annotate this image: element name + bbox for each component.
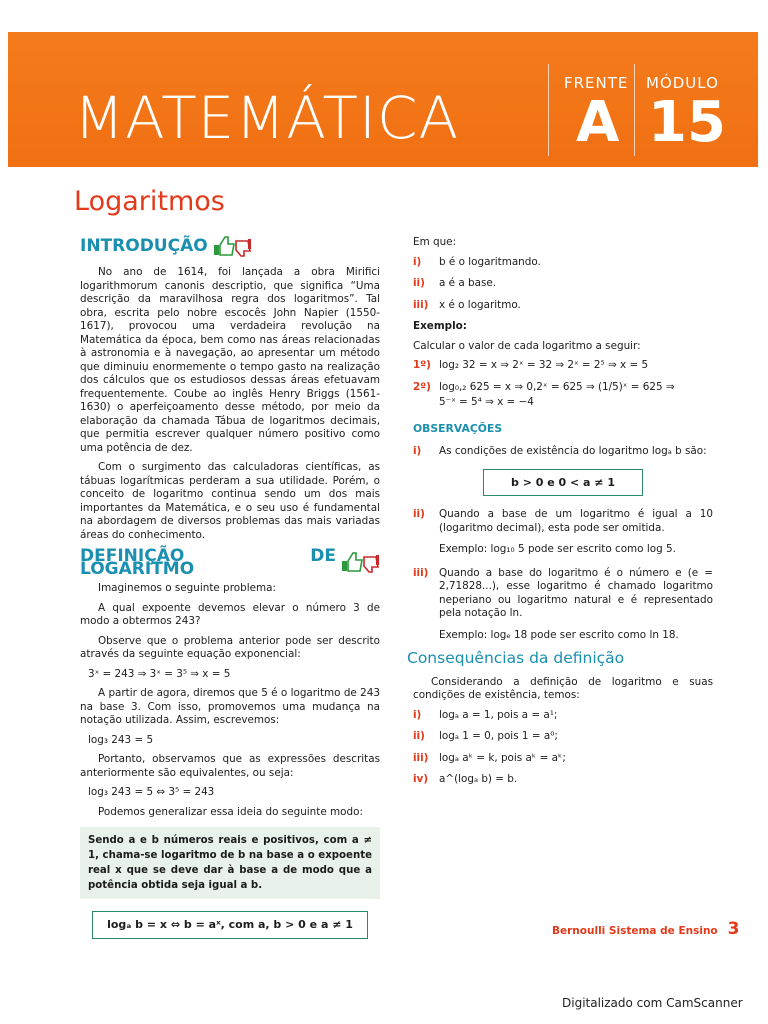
item-key: iii): [413, 298, 429, 311]
obs-text: Quando a base do logaritmo é o número e (e = 2,71828...), esse logaritmo é chamado logaritmo neperiano ou logaritmo natural e é representado pela notação ln.: [439, 566, 713, 619]
obs-text: As condições de existência do logaritmo logₐ b são:: [439, 445, 707, 457]
intro-paragraph-2: Com o surgimento das calculadoras científicas, as tábuas logarítmicas perderam a sua utilidade. Porém, o conceito de logaritmo continua sendo um dos mais importantes da Matemática, e o seu uso é fundamental na abordagem de diversos problemas das mais variadas áreas do conhecimento.: [80, 461, 380, 541]
intro-paragraph-1: No ano de 1614, foi lançada a obra Mirifici logarithmorum canonis descriptio, que significa “Uma descrição da maravilhosa regra dos logaritmos”. Tal obra, escrita pelo nobre escocês John Napier (1550-1617), provocou uma verdadeira revolução na Matemática da época, bem como nas áreas relacionadas à astronomia e à navegação, ao apresentar um método que diminuiu enormemente o tempo gasto na realização dos cálculos que os estudiosos dessas áreas efetuavam frequentemente. Coube ao inglês Henry Briggs (1561-1630) o aperfeiçoamento desse método, por meio da elaboração da chamada Tábua de logaritmos decimais, que permitia escrever qualquer número positivo como uma potência de dez.: [80, 266, 380, 454]
example-text: log₂ 32 = x ⇒ 2ˣ = 32 ⇒ 2ˣ = 2⁵ ⇒ x = 5: [439, 359, 649, 371]
intro-heading-text: INTRODUÇÃO: [80, 236, 208, 257]
item-key: ii): [413, 277, 425, 289]
list-item: [413, 299, 713, 313]
consequencias-text: Considerando a definição de logaritmo e suas condições de existência, temos:: [413, 675, 713, 701]
example-2: [413, 381, 713, 395]
item-key: i): [413, 255, 422, 268]
right-column: [407, 236, 713, 795]
equation-2: log₃ 243 = 5: [88, 733, 154, 746]
def-paragraph-1: Imaginemos o seguinte problema:: [98, 582, 276, 594]
frente-label: FRENTE: [564, 74, 629, 92]
list-item: [413, 277, 713, 291]
scanner-watermark: Digitalizado com CamScanner: [562, 996, 743, 1010]
obs-heading: OBSERVAÇÕES: [413, 421, 503, 435]
cons-text: logₐ 1 = 0, pois 1 = a⁰;: [439, 730, 558, 742]
consequence-item: [413, 730, 713, 744]
cons-text: logₐ aᵏ = k, pois aᵏ = aᵏ;: [439, 751, 566, 764]
obs-3-example: Exemplo: logₑ 18 pode ser escrito como ln 18.: [439, 628, 679, 641]
cons-key: iv): [413, 773, 429, 785]
obs-text: Quando a base de um logaritmo é igual a 10 (logaritmo decimal), esta pode ser omitida.: [439, 508, 713, 534]
definition-highlight: Sendo a e b números reais e positivos, com a ≠ 1, chama-se logaritmo de b na base a o expoente real x que se deve dar à base a de modo que a potência obtida seja igual a b.: [80, 827, 380, 899]
item-text: b é o logaritmando.: [439, 255, 541, 268]
example-key: 1º): [413, 359, 431, 371]
obs-item-2: [413, 508, 713, 535]
obs-2-example: Exemplo: log₁₀ 5 pode ser escrito como log 5.: [439, 543, 676, 555]
cons-key: iii): [413, 751, 429, 764]
thumbs-icon: [212, 235, 252, 260]
def-paragraph-2: A qual expoente devemos elevar o número 3 de modo a obtermos 243?: [80, 601, 380, 627]
modulo-label: MÓDULO: [646, 74, 719, 92]
subject-title: MATEMÁTICA: [74, 84, 460, 152]
obs-key: iii): [413, 566, 429, 579]
equation-1: 3ˣ = 243 ⇒ 3ˣ = 3⁵ ⇒ x = 5: [88, 667, 231, 680]
consequence-item: [413, 709, 713, 723]
obs-item-3: [413, 567, 713, 621]
left-column: [80, 236, 380, 939]
chapter-title: Logaritmos: [74, 186, 225, 217]
example-key: 2º): [413, 380, 431, 393]
cons-text: a^(logₐ b) = b.: [439, 773, 518, 785]
def-paragraph-4: A partir de agora, diremos que 5 é o logaritmo de 243 na base 3. Com isso, promovemos uma mudança na notação utilizada. Assim, escrevemos:: [80, 687, 380, 726]
definicao-heading-text: DEFINIÇÃO DE LOGARITMO: [80, 545, 336, 579]
em-que-label: Em que:: [413, 236, 457, 248]
equation-3: log₃ 243 = 5 ⇔ 3⁵ = 243: [88, 786, 215, 798]
consequence-item: [413, 773, 713, 787]
intro-heading: [80, 236, 380, 258]
terms-list: [413, 256, 713, 313]
obs-item-1: [413, 445, 713, 459]
modulo-value: 15: [648, 90, 726, 155]
obs-key: i): [413, 445, 422, 457]
frente-value: A: [576, 90, 620, 155]
def-paragraph-6: Podemos generalizar essa ideia do seguinte modo:: [98, 805, 363, 818]
cons-text: logₐ a = 1, pois a = a¹;: [439, 708, 558, 721]
cons-key: i): [413, 708, 422, 721]
page-number: 3: [727, 919, 740, 939]
def-paragraph-3: Observe que o problema anterior pode ser descrito através da seguinte equação exponencial:: [80, 634, 380, 660]
header-divider-2: [634, 64, 635, 156]
thumbs-icon: [340, 551, 380, 576]
exemplo-label: Exemplo:: [413, 320, 467, 332]
conditions-box: b > 0 e 0 < a ≠ 1: [483, 469, 643, 497]
footer-brand: Bernoulli Sistema de Ensino: [552, 925, 718, 937]
item-text: a é a base.: [439, 277, 497, 289]
header-band: [8, 32, 758, 167]
definition-formula-box: logₐ b = x ⇔ b = aˣ, com a, b > 0 e a ≠ 1: [92, 911, 368, 939]
item-text: x é o logaritmo.: [439, 298, 521, 311]
consequence-item: [413, 752, 713, 766]
cons-key: ii): [413, 730, 425, 742]
page-footer: [552, 919, 739, 939]
header-divider: [548, 64, 549, 156]
example-1: [413, 359, 713, 373]
def-paragraph-5: Portanto, observamos que as expressões descritas anteriormente são equivalentes, ou seja:: [80, 753, 380, 779]
list-item: [413, 256, 713, 270]
definicao-heading: [80, 545, 380, 579]
example-2-cont: 5⁻ˣ = 5⁴ ⇒ x = −4: [439, 396, 534, 408]
example-text: log₀,₂ 625 = x ⇒ 0,2ˣ = 625 ⇒ (1/5)ˣ = 625 ⇒: [439, 380, 675, 393]
consequencias-heading: Consequências da definição: [407, 649, 625, 667]
exemplo-text: Calcular o valor de cada logaritmo a seguir:: [413, 339, 641, 352]
obs-key: ii): [413, 508, 425, 520]
